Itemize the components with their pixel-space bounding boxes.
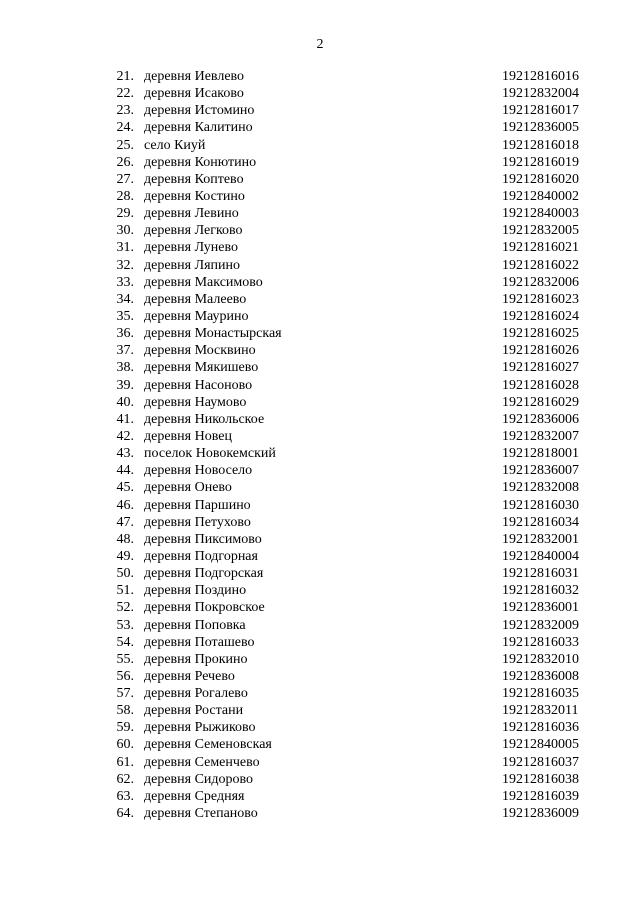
list-item bbox=[0, 754, 640, 771]
settlement-list bbox=[0, 68, 640, 822]
oktmo-code: 19212816021 bbox=[502, 240, 579, 256]
list-item bbox=[0, 479, 640, 496]
item-number: 55. bbox=[116, 651, 134, 667]
oktmo-code: 19212836007 bbox=[502, 463, 579, 479]
list-item bbox=[0, 274, 640, 291]
list-item bbox=[0, 617, 640, 634]
list-item bbox=[0, 377, 640, 394]
item-number: 45. bbox=[116, 480, 134, 496]
list-item bbox=[0, 651, 640, 668]
list-item bbox=[0, 548, 640, 565]
settlement-name: деревня Петухово bbox=[144, 514, 251, 530]
settlement-name: деревня Истомино bbox=[144, 103, 255, 119]
oktmo-code: 19212816031 bbox=[502, 566, 579, 582]
settlement-name: деревня Покровское bbox=[144, 600, 265, 616]
oktmo-code: 19212816039 bbox=[502, 788, 579, 804]
oktmo-code: 19212816038 bbox=[502, 771, 579, 787]
settlement-name: деревня Коптево bbox=[144, 171, 244, 187]
item-number: 27. bbox=[116, 171, 134, 187]
settlement-name: деревня Иевлево bbox=[144, 69, 245, 84]
oktmo-code: 19212840005 bbox=[502, 737, 579, 753]
item-number: 41. bbox=[116, 411, 134, 427]
settlement-name: деревня Рогалево bbox=[144, 686, 248, 702]
list-item bbox=[0, 428, 640, 445]
item-number: 54. bbox=[116, 634, 134, 650]
oktmo-code: 19212816032 bbox=[502, 583, 579, 599]
settlement-name: деревня Поздино bbox=[144, 583, 247, 599]
item-number: 32. bbox=[116, 257, 134, 273]
item-number: 46. bbox=[116, 497, 134, 513]
settlement-name: деревня Подгорская bbox=[144, 566, 264, 582]
list-item bbox=[0, 462, 640, 479]
item-number: 35. bbox=[116, 308, 134, 324]
item-number: 61. bbox=[116, 754, 134, 770]
item-number: 50. bbox=[116, 566, 134, 582]
item-number: 57. bbox=[116, 686, 134, 702]
settlement-name: деревня Новец bbox=[144, 428, 232, 444]
list-item bbox=[0, 119, 640, 136]
item-number: 59. bbox=[116, 720, 134, 736]
oktmo-code: 19212836001 bbox=[502, 600, 579, 616]
list-item bbox=[0, 394, 640, 411]
oktmo-code: 19212816037 bbox=[502, 754, 579, 770]
list-item bbox=[0, 85, 640, 102]
oktmo-code: 19212816028 bbox=[502, 377, 579, 393]
item-number: 47. bbox=[116, 514, 134, 530]
settlement-name: деревня Новосело bbox=[144, 463, 253, 479]
list-item bbox=[0, 188, 640, 205]
settlement-name: деревня Никольское bbox=[144, 411, 265, 427]
oktmo-code: 19212840004 bbox=[502, 548, 579, 564]
list-item bbox=[0, 668, 640, 685]
oktmo-code: 19212816035 bbox=[502, 686, 579, 702]
oktmo-code: 19212816034 bbox=[502, 514, 579, 530]
settlement-name: деревня Конютино bbox=[144, 154, 257, 170]
oktmo-code: 19212816022 bbox=[502, 257, 579, 273]
list-item bbox=[0, 257, 640, 274]
settlement-name: деревня Мякишево bbox=[144, 360, 259, 376]
settlement-name: деревня Калитино bbox=[144, 120, 253, 136]
oktmo-code: 19212816019 bbox=[502, 154, 579, 170]
list-item bbox=[0, 171, 640, 188]
settlement-name: деревня Рыжиково bbox=[144, 720, 256, 736]
settlement-name: деревня Малеево bbox=[144, 291, 247, 307]
item-number: 53. bbox=[116, 617, 134, 633]
item-number: 26. bbox=[116, 154, 134, 170]
oktmo-code: 19212832001 bbox=[502, 531, 579, 547]
item-number: 42. bbox=[116, 428, 134, 444]
list-item bbox=[0, 154, 640, 171]
list-item bbox=[0, 497, 640, 514]
oktmo-code: 19212832006 bbox=[502, 274, 579, 290]
list-item bbox=[0, 445, 640, 462]
item-number: 43. bbox=[116, 446, 134, 462]
oktmo-code: 19212832004 bbox=[502, 86, 579, 102]
item-number: 60. bbox=[116, 737, 134, 753]
list-item bbox=[0, 514, 640, 531]
oktmo-code: 19212832008 bbox=[502, 480, 579, 496]
settlement-name: деревня Паршино bbox=[144, 497, 251, 513]
settlement-name: деревня Степаново bbox=[144, 806, 258, 822]
item-number: 49. bbox=[116, 548, 134, 564]
settlement-name: деревня Семеновская bbox=[144, 737, 272, 753]
settlement-name: деревня Подгорная bbox=[144, 548, 258, 564]
item-number: 36. bbox=[116, 326, 134, 342]
item-number: 44. bbox=[116, 463, 134, 479]
list-item bbox=[0, 291, 640, 308]
item-number: 33. bbox=[116, 274, 134, 290]
item-number: 37. bbox=[116, 343, 134, 359]
oktmo-code: 19212818001 bbox=[502, 446, 579, 462]
item-number: 51. bbox=[116, 583, 134, 599]
oktmo-code: 19212816036 bbox=[502, 720, 579, 736]
item-number: 48. bbox=[116, 531, 134, 547]
oktmo-code: 19212816018 bbox=[502, 137, 579, 153]
item-number: 29. bbox=[116, 206, 134, 222]
settlement-name: деревня Наумово bbox=[144, 394, 247, 410]
item-number: 34. bbox=[116, 291, 134, 307]
settlement-name: деревня Левино bbox=[144, 206, 239, 222]
list-item bbox=[0, 685, 640, 702]
item-number: 31. bbox=[116, 240, 134, 256]
settlement-name: деревня Костино bbox=[144, 188, 245, 204]
settlement-name: деревня Поповка bbox=[144, 617, 246, 633]
oktmo-code: 19212816025 bbox=[502, 326, 579, 342]
item-number: 52. bbox=[116, 600, 134, 616]
item-number: 38. bbox=[116, 360, 134, 376]
item-number: 58. bbox=[116, 703, 134, 719]
list-item bbox=[0, 771, 640, 788]
list-item bbox=[0, 342, 640, 359]
item-number: 64. bbox=[116, 806, 134, 822]
list-item bbox=[0, 531, 640, 548]
item-number: 23. bbox=[116, 103, 134, 119]
page-number: 2 bbox=[316, 37, 324, 52]
list-item bbox=[0, 702, 640, 719]
settlement-name: деревня Максимово bbox=[144, 274, 263, 290]
list-item bbox=[0, 325, 640, 342]
list-item bbox=[0, 205, 640, 222]
list-item bbox=[0, 599, 640, 616]
oktmo-code: 19212832007 bbox=[502, 428, 579, 444]
list-item bbox=[0, 68, 640, 85]
settlement-name: деревня Москвино bbox=[144, 343, 256, 359]
oktmo-code: 19212816030 bbox=[502, 497, 579, 513]
item-number: 62. bbox=[116, 771, 134, 787]
oktmo-code: 19212836005 bbox=[502, 120, 579, 136]
oktmo-code: 19212816027 bbox=[502, 360, 579, 376]
list-item bbox=[0, 788, 640, 805]
list-item bbox=[0, 634, 640, 651]
list-item bbox=[0, 582, 640, 599]
settlement-name: деревня Ростани bbox=[144, 703, 244, 719]
settlement-name: деревня Легково bbox=[144, 223, 243, 239]
settlement-name: деревня Прокино bbox=[144, 651, 248, 667]
list-item bbox=[0, 102, 640, 119]
list-item bbox=[0, 736, 640, 753]
oktmo-code: 19212832005 bbox=[502, 223, 579, 239]
oktmo-code: 19212816023 bbox=[502, 291, 579, 307]
settlement-name: деревня Лунево bbox=[144, 240, 238, 256]
oktmo-code: 19212816029 bbox=[502, 394, 579, 410]
oktmo-code: 19212816033 bbox=[502, 634, 579, 650]
list-item bbox=[0, 359, 640, 376]
oktmo-code: 19212840003 bbox=[502, 206, 579, 222]
settlement-name: деревня Пиксимово bbox=[144, 531, 262, 547]
item-number: 28. bbox=[116, 188, 134, 204]
settlement-name: деревня Монастырская bbox=[144, 326, 282, 342]
settlement-name: поселок Новокемский bbox=[144, 446, 276, 462]
settlement-name: деревня Речево bbox=[144, 668, 235, 684]
settlement-name: деревня Исаково bbox=[144, 86, 244, 102]
oktmo-code: 19212816020 bbox=[502, 171, 579, 187]
oktmo-code: 19212836006 bbox=[502, 411, 579, 427]
item-number: 21. bbox=[116, 69, 134, 84]
list-item bbox=[0, 805, 640, 822]
item-number: 25. bbox=[116, 137, 134, 153]
item-number: 30. bbox=[116, 223, 134, 239]
list-item bbox=[0, 239, 640, 256]
item-number: 24. bbox=[116, 120, 134, 136]
oktmo-code: 19212836009 bbox=[502, 806, 579, 822]
list-item bbox=[0, 565, 640, 582]
settlement-name: деревня Онево bbox=[144, 480, 232, 496]
item-number: 39. bbox=[116, 377, 134, 393]
oktmo-code: 19212816016 bbox=[502, 69, 579, 84]
item-number: 40. bbox=[116, 394, 134, 410]
list-item bbox=[0, 411, 640, 428]
list-item bbox=[0, 719, 640, 736]
settlement-name: деревня Маурино bbox=[144, 308, 249, 324]
oktmo-code: 19212840002 bbox=[502, 188, 579, 204]
settlement-name: деревня Ляпино bbox=[144, 257, 241, 273]
list-item bbox=[0, 308, 640, 325]
oktmo-code: 19212832010 bbox=[502, 651, 579, 667]
settlement-name: село Киуй bbox=[144, 137, 206, 153]
item-number: 63. bbox=[116, 788, 134, 804]
settlement-name: деревня Насоново bbox=[144, 377, 253, 393]
oktmo-code: 19212816026 bbox=[502, 343, 579, 359]
settlement-name: деревня Средняя bbox=[144, 788, 245, 804]
settlement-name: деревня Семенчево bbox=[144, 754, 260, 770]
oktmo-code: 19212832011 bbox=[502, 703, 579, 719]
item-number: 22. bbox=[116, 86, 134, 102]
settlement-name: деревня Сидорово bbox=[144, 771, 254, 787]
oktmo-code: 19212816024 bbox=[502, 308, 579, 324]
oktmo-code: 19212836008 bbox=[502, 668, 579, 684]
item-number: 56. bbox=[116, 668, 134, 684]
settlement-name: деревня Поташево bbox=[144, 634, 255, 650]
list-item bbox=[0, 137, 640, 154]
oktmo-code: 19212816017 bbox=[502, 103, 579, 119]
list-item bbox=[0, 222, 640, 239]
oktmo-code: 19212832009 bbox=[502, 617, 579, 633]
